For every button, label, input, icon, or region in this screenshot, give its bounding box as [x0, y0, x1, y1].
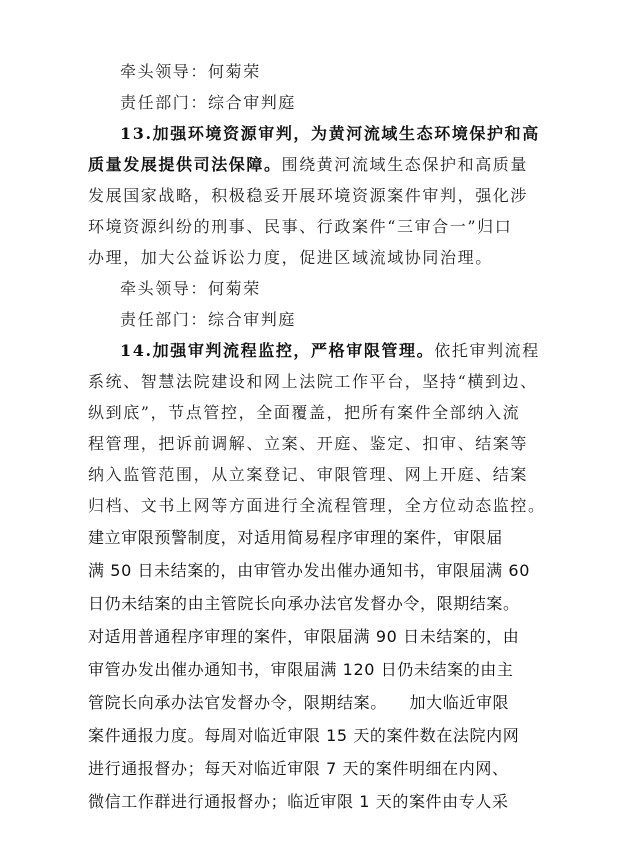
line-text: 责任部门：综合审判庭 [120, 310, 297, 329]
line-text: 发展国家战略，积极稳妥开展环境资源案件审判，强化涉 [88, 186, 529, 205]
line-text: 环境资源纠纷的刑事、民事、行政案件“三审合一”归口 [88, 217, 513, 236]
line-text: 系统、智慧法院建设和网上法院工作平台，坚持“横到边、 [88, 372, 538, 391]
line-text: 办理，加大公益诉讼力度，促进区域流域协同治理。 [88, 248, 493, 267]
line-text: 对适用普通程序审理的案件，审限届满 90 日未结案的，由 [88, 627, 520, 646]
line-text: 依托审判流程 [434, 341, 540, 360]
body-line [88, 250, 493, 266]
line-text: 日仍未结案的由主管院长向承办法官发督办令，限期结案。 [88, 594, 520, 613]
line-text: 案件通报力度。每周对临近审限 15 天的案件数在法院内网 [88, 726, 520, 745]
line-text: 微信工作群进行通报督办；临近审限 1 天的案件由专人采 [88, 792, 509, 811]
body-line [88, 498, 546, 514]
lead-leader-line [120, 64, 261, 80]
line-text: 围绕黄河流域生态保护和高质量 [281, 155, 529, 174]
body-line [88, 629, 519, 645]
line-text: 程管理，把诉前调解、立案、开庭、鉴定、扣审、结案等 [88, 434, 529, 453]
item-13-line-2 [88, 157, 528, 173]
body-line [88, 563, 530, 579]
body-line [88, 467, 528, 483]
body-line [88, 662, 514, 678]
responsible-dept-line [120, 312, 296, 328]
body-line [88, 761, 509, 777]
body-line [88, 728, 519, 744]
body-line [88, 188, 528, 204]
line-text: 管院长向承办法官发督办令，限期结案。 加大临近审限 [88, 693, 510, 712]
line-text: 归档、文书上网等方面进行全流程管理，全方位动态监控。 [88, 496, 546, 515]
item-14-heading [120, 343, 540, 359]
line-text: 责任部门：综合审判庭 [120, 93, 297, 112]
lead-leader-line [120, 281, 261, 297]
item-13-heading [120, 126, 540, 142]
body-line [88, 405, 520, 421]
line-text: 建立审限预警制度，对适用简易程序审理的案件，审限届 [88, 528, 504, 547]
line-text: 进行通报督办；每天对临近审限 7 天的案件明细在内网、 [88, 759, 509, 778]
line-text: 纵到底”，节点管控，全面覆盖，把所有案件全部纳入流 [88, 403, 521, 422]
body-line [88, 436, 528, 452]
body-line [88, 530, 503, 546]
body-line [88, 794, 509, 810]
line-text: 牵头领导：何菊荣 [120, 279, 261, 298]
responsible-dept-line [120, 95, 296, 111]
body-line [88, 596, 520, 612]
body-line [88, 695, 509, 711]
line-text: 审管办发出催办通知书，审限届满 120 日仍未结案的由主 [88, 660, 514, 679]
body-line [88, 219, 512, 235]
line-text: 满 50 日未结案的，由审管办发出催办通知书，审限届满 60 [88, 561, 530, 580]
line-text: 纳入监管范围，从立案登记、审限管理、网上开庭、结案 [88, 465, 529, 484]
item-heading-bold: 13.加强环境资源审判，为黄河流域生态环境保护和高 [120, 124, 540, 143]
item-heading-bold: 14.加强审判流程监控，严格审限管理。 [120, 341, 435, 360]
item-heading-bold: 质量发展提供司法保障。 [88, 155, 282, 174]
line-text: 牵头领导：何菊荣 [120, 62, 261, 81]
body-line [88, 374, 538, 390]
